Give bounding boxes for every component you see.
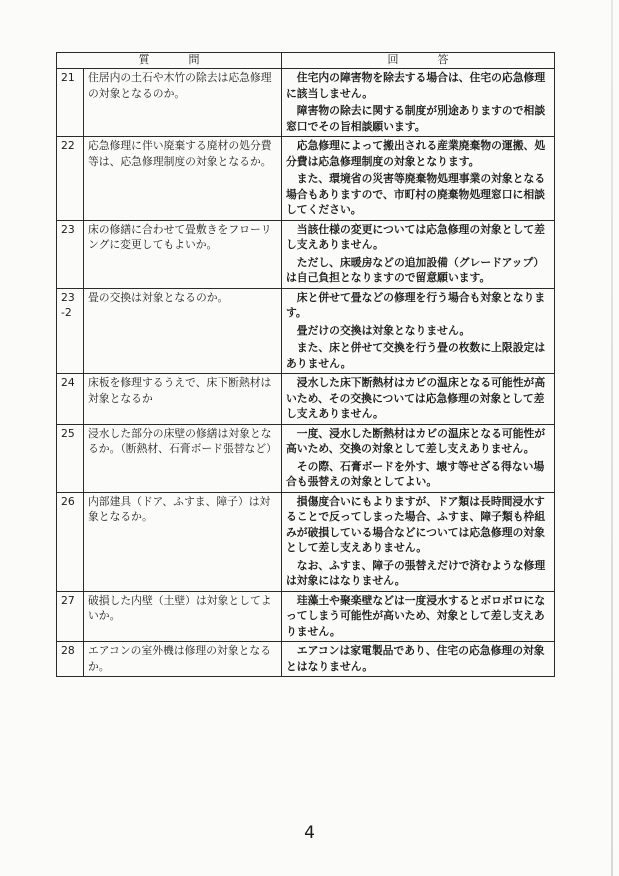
answer-paragraph: 畳だけの交換は対象となりません。 [296,323,471,337]
answer-paragraph: エアコンは家電製品であり、住宅の応急修理の対象とはなりません。 [286,644,545,673]
table-row [57,492,555,591]
table-row [57,69,555,137]
table-row [57,424,555,492]
answer-cell [282,220,555,288]
answer-paragraph: また、環境省の災害等廃棄物処理事業の対象となる場合もありますので、市町村の廃棄物処理窓口に相談してください。 [286,172,546,216]
question-text: 床板を修理するうえで、床下断熱材は対象となるか [84,374,282,425]
question-number: 21 [57,69,84,137]
header-question: 質 問 [57,53,282,69]
table-row [57,137,555,221]
table-row [57,220,555,288]
faq-table [56,52,555,677]
answer-paragraph: その際、石膏ボードを外す、壊す等せざる得ない場合も張替えの対象としてよい。 [286,459,545,488]
answer-paragraph: また、床と併せて交換を行う畳の枚数に上限設定はありません。 [286,341,546,370]
answer-cell [282,288,555,374]
question-number: 27 [57,591,84,642]
answer-cell [282,642,555,677]
question-text: 破損した内壁（土壁）は対象としてよいか。 [84,591,282,642]
question-number: 23 [57,220,84,288]
answer-paragraph: 床と併せて畳などの修理を行う場合も対象となります。 [286,290,546,319]
answer-paragraph: 一度、浸水した断熱材はカビの温床となる可能性が高いため、交換の対象として差し支えありません。 [286,426,546,455]
table-row [57,591,555,642]
question-text: 床の修繕に合わせて畳敷きをフローリングに変更してもよいか。 [84,220,282,288]
answer-paragraph: 応急修理によって搬出される産業廃棄物の運搬、処分費は応急修理制度の対象となります。 [286,139,546,168]
question-text: 浸水した部分の床壁の修繕は対象となるか。（断熱材、石膏ボード張替など） [84,424,282,492]
question-text: 応急修理に伴い廃棄する廃材の処分費等は、応急修理制度の対象となるか。 [84,137,282,221]
question-text: 内部建具（ドア、ふすま、障子）は対象となるか。 [84,492,282,591]
answer-paragraph: 障害物の除去に関する制度が別途ありますので相談窓口でその旨相談願います。 [286,104,546,133]
question-text: エアコンの室外機は修理の対象となるか。 [84,642,282,677]
table-body [57,69,555,677]
question-text: 住居内の土石や木竹の除去は応急修理の対象となるのか。 [84,69,282,137]
question-number: 26 [57,492,84,591]
answer-paragraph: なお、ふすま、障子の張替えだけで済むような修理は対象にはなりません。 [286,558,546,587]
page-edge-shadow [611,0,613,876]
answer-paragraph: 住宅内の障害物を除去する場合は、住宅の応急修理に該当しません。 [286,71,546,100]
answer-cell [282,492,555,591]
question-number: 28 [57,642,84,677]
page-number: 4 [304,823,315,843]
answer-paragraph: ただし、床暖房などの追加設備（グレードアップ）は自己負担となりますので留意願います。 [286,255,545,284]
answer-cell [282,591,555,642]
answer-paragraph: 損傷度合いにもよりますが、ドア類は長時間浸水することで反ってしまった場合、ふすま、障子類も枠組みが破損している場合などについては応急修理の対象として差し支えありません。 [286,494,546,554]
answer-cell [282,137,555,221]
question-number: 23 -2 [57,288,84,374]
table-row [57,288,555,374]
question-number: 24 [57,374,84,425]
answer-paragraph: 当該仕様の変更については応急修理の対象として差し支えありません。 [286,222,545,251]
table-row [57,642,555,677]
question-number: 25 [57,424,84,492]
answer-paragraph: 珪藻土や聚楽壁などは一度浸水するとボロボロになってしまう可能性が高いため、対象として差し支えありません。 [286,593,546,638]
question-number: 22 [57,137,84,221]
table-row [57,374,555,425]
answer-cell [282,374,555,425]
question-text: 畳の交換は対象となるのか。 [84,288,282,374]
answer-cell [282,69,555,137]
answer-cell [282,424,555,492]
table-header-row [57,53,555,69]
answer-paragraph: 浸水した床下断熱材はカビの温床となる可能性が高いため、その交換については応急修理の対象として差し支えありません。 [286,376,546,420]
header-answer: 回 答 [282,53,555,69]
